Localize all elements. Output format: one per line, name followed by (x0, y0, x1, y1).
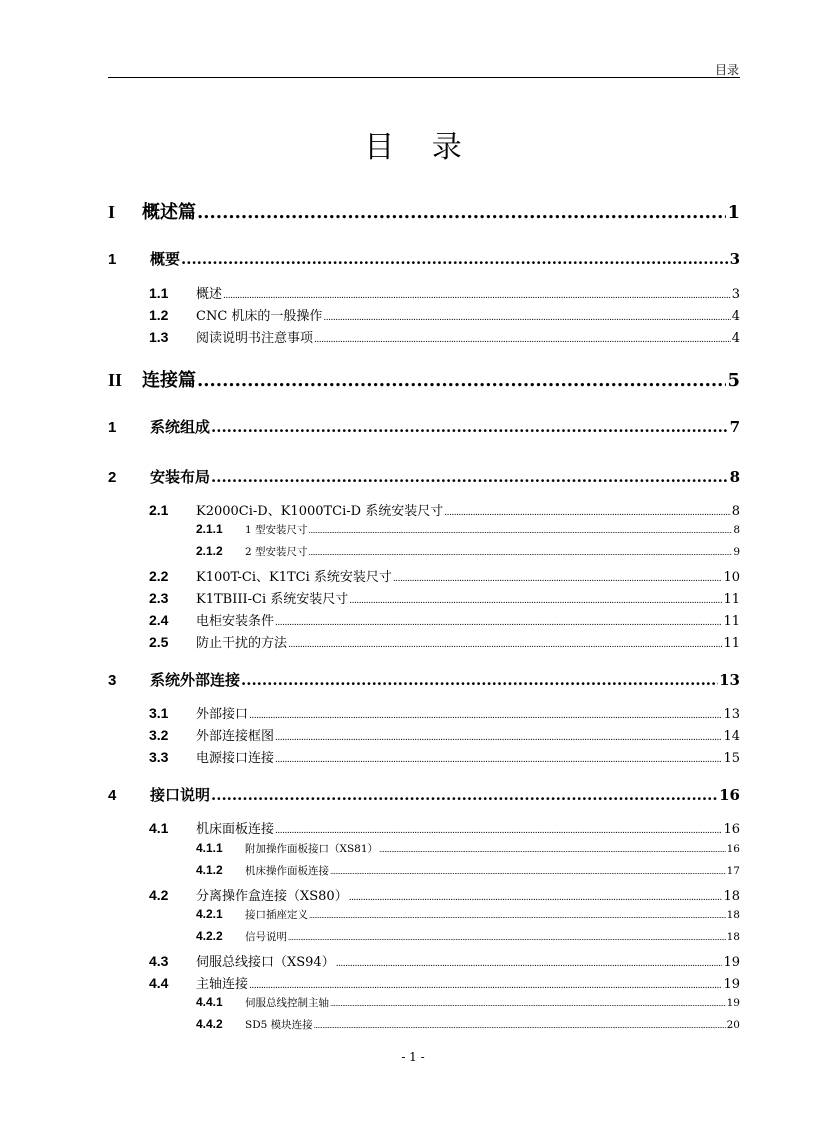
toc-entry-page: 11 (723, 592, 740, 607)
toc-entry-page: 8 (733, 524, 740, 536)
toc-entry-number: 2.3 (149, 590, 169, 606)
toc-entry-number: I (108, 202, 116, 222)
toc-dot-leader (309, 549, 733, 557)
toc-dot-leader (444, 508, 730, 518)
toc-entry-page: 9 (733, 546, 740, 558)
toc-entry-number: 3.3 (149, 749, 169, 765)
toc-entry[interactable] (108, 610, 740, 629)
toc-entry-title: 概述篇 (142, 202, 196, 223)
toc-entry-page: 8 (729, 468, 740, 486)
toc-entry[interactable] (108, 725, 740, 744)
toc-dot-leader (330, 1000, 726, 1008)
toc-entry-title: 连接篇 (142, 370, 196, 391)
toc-dot-leader (181, 250, 729, 268)
toc-dot-leader (393, 574, 723, 584)
toc-dot-leader (288, 640, 722, 650)
toc-dot-leader (349, 893, 723, 903)
toc-entry-number: 3 (108, 672, 117, 689)
toc-entry-number: 4.1.2 (196, 863, 223, 877)
toc-dot-leader (314, 335, 731, 345)
toc-dot-leader (349, 596, 722, 606)
toc-entry[interactable] (108, 416, 740, 437)
toc-dot-leader (211, 786, 718, 804)
toc-dot-leader (275, 733, 722, 743)
toc-entry-page: 16 (719, 786, 740, 804)
toc-dot-leader (314, 1022, 726, 1030)
toc-entry-title: 伺服总线控制主轴 (245, 997, 329, 1009)
toc-entry-page: 13 (723, 707, 740, 722)
toc-entry-title: 概要 (150, 250, 181, 268)
toc-entry-page: 4 (731, 309, 740, 324)
toc-dot-leader (275, 826, 722, 836)
toc-dot-leader (275, 618, 722, 628)
toc-entry-page: 19 (723, 977, 740, 992)
toc-entry-title: 外部连接框图 (196, 729, 275, 744)
toc-entry-title: SD5 模块连接 (245, 1019, 313, 1031)
toc-entry-page: 18 (723, 889, 740, 904)
toc-entry-title: 概述 (196, 287, 223, 302)
toc-entry[interactable] (108, 198, 740, 224)
toc-entry-page: 11 (723, 614, 740, 629)
header-rule (108, 77, 740, 78)
toc-entry[interactable] (108, 784, 740, 805)
toc-dot-leader (249, 981, 722, 991)
toc-entry-number: 4.1 (149, 820, 169, 836)
toc-entry-number: 4.1.1 (196, 841, 223, 855)
toc-entry-page: 1 (727, 202, 740, 223)
toc-entry-title: 机床面板连接 (196, 822, 275, 837)
toc-dot-leader (197, 202, 726, 223)
toc-entry[interactable] (108, 522, 740, 537)
toc-dot-leader (330, 868, 726, 876)
toc-entry-title: 分离操作盒连接（XS80） (196, 889, 348, 904)
toc-entry-title: 伺服总线接口（XS94） (196, 955, 335, 970)
toc-entry[interactable] (108, 466, 740, 487)
toc-entry-number: 3.2 (149, 727, 169, 743)
toc-entry-page: 8 (731, 504, 740, 519)
toc-entry[interactable] (108, 929, 740, 944)
toc-entry[interactable] (108, 747, 740, 766)
toc-entry-number: 1.3 (149, 329, 169, 345)
toc-entry-title: 接口插座定义 (245, 909, 308, 921)
toc-entry-number: 2.1 (149, 502, 169, 518)
toc-entry-title: 1 型安装尺寸 (245, 524, 308, 536)
toc-entry-page: 18 (726, 909, 740, 921)
toc-entry-title: K2000Ci-D、K1000TCi-D 系统安装尺寸 (196, 504, 444, 519)
toc-dot-leader (336, 959, 723, 969)
toc-entry[interactable] (108, 500, 740, 519)
toc-entry-page: 19 (723, 955, 740, 970)
toc-dot-leader (223, 291, 731, 301)
toc-entry[interactable] (108, 248, 740, 269)
toc-dot-leader (211, 418, 729, 436)
toc-entry[interactable] (108, 669, 740, 690)
toc-entry-page: 14 (723, 729, 740, 744)
toc-entry-page: 7 (729, 418, 740, 436)
toc-entry-title: 2 型安装尺寸 (245, 546, 308, 558)
toc-entry-page: 4 (731, 331, 740, 346)
toc-entry-title: 附加操作面板接口（XS81） (245, 843, 379, 855)
toc-dot-leader (211, 468, 729, 486)
toc-entry-number: 2.5 (149, 634, 169, 650)
page-title: 目 录 (364, 130, 476, 165)
toc-entry-title: 防止干扰的方法 (196, 636, 288, 651)
toc-entry[interactable] (108, 995, 740, 1010)
toc-entry[interactable] (108, 588, 740, 607)
toc-entry[interactable] (108, 818, 740, 837)
toc-entry-page: 5 (727, 370, 740, 391)
toc-entry-title: 接口说明 (150, 786, 211, 804)
toc-entry[interactable] (108, 283, 740, 302)
toc-entry-number: 2.1.1 (196, 522, 223, 536)
toc-dot-leader (275, 755, 722, 765)
toc-entry[interactable] (108, 973, 740, 992)
toc-entry-number: 4 (108, 787, 117, 804)
toc-entry-title: 电源接口连接 (196, 751, 275, 766)
toc-entry[interactable] (108, 632, 740, 651)
toc-entry[interactable] (108, 366, 740, 392)
toc-entry-page: 13 (719, 671, 740, 689)
toc-dot-leader (309, 527, 733, 535)
toc-entry-page: 3 (731, 287, 740, 302)
toc-dot-leader (249, 711, 722, 721)
toc-entry[interactable] (108, 907, 740, 922)
toc-entry[interactable] (108, 885, 740, 904)
toc-entry-page: 16 (723, 822, 740, 837)
toc-entry[interactable] (108, 841, 740, 856)
toc-entry-number: 1 (108, 251, 117, 268)
toc-dot-leader (323, 313, 730, 323)
toc-entry-page: 20 (726, 1019, 740, 1031)
page-number: - 1 - (401, 1050, 425, 1064)
toc-dot-leader (288, 934, 726, 942)
toc-entry-number: 4.2.1 (196, 907, 223, 921)
toc-entry-number: 1.2 (149, 307, 169, 323)
toc-entry-number: 3.1 (149, 705, 169, 721)
toc-entry[interactable] (108, 544, 740, 559)
toc-entry-number: 4.3 (149, 953, 169, 969)
toc-entry-title: K1TBIII-Ci 系统安装尺寸 (196, 592, 349, 607)
toc-entry-number: 4.2.2 (196, 929, 223, 943)
toc-entry-title: 外部接口 (196, 707, 249, 722)
toc-entry[interactable] (108, 305, 740, 324)
toc-entry-number: 4.4 (149, 975, 169, 991)
toc-entry-title: 阅读说明书注意事项 (196, 331, 314, 346)
toc-entry-title: 机床操作面板连接 (245, 865, 329, 877)
toc-entry[interactable] (108, 863, 740, 878)
toc-entry-page: 16 (726, 843, 740, 855)
toc-entry-page: 19 (726, 997, 740, 1009)
toc-entry-title: CNC 机床的一般操作 (196, 309, 323, 324)
toc-dot-leader (309, 912, 726, 920)
toc-entry-number: 4.2 (149, 887, 169, 903)
toc-entry-page: 18 (726, 931, 740, 943)
toc-entry[interactable] (108, 703, 740, 722)
toc-entry-page: 10 (723, 570, 740, 585)
toc-dot-leader (197, 370, 726, 391)
toc-entry[interactable] (108, 1017, 740, 1032)
toc-entry[interactable] (108, 951, 740, 970)
toc-entry-page: 11 (723, 636, 740, 651)
toc-entry-number: 2 (108, 469, 117, 486)
toc-entry[interactable] (108, 566, 740, 585)
toc-entry-title: 系统组成 (150, 418, 211, 436)
toc-entry-title: 信号说明 (245, 931, 287, 943)
toc-entry-page: 17 (726, 865, 740, 877)
running-header: 目录 (714, 63, 739, 77)
toc-entry[interactable] (108, 327, 740, 346)
toc-entry-title: 电柜安装条件 (196, 614, 275, 629)
toc-entry-number: 4.4.2 (196, 1017, 223, 1031)
toc-entry-number: 2.2 (149, 568, 169, 584)
toc-entry-page: 3 (729, 250, 740, 268)
toc-entry-number: 2.4 (149, 612, 169, 628)
toc-entry-title: 主轴连接 (196, 977, 249, 992)
toc-entry-number: 4.4.1 (196, 995, 223, 1009)
toc-entry-number: 1.1 (149, 285, 169, 301)
toc-entry-title: 系统外部连接 (150, 671, 241, 689)
toc-entry-number: 2.1.2 (196, 544, 223, 558)
toc-entry-page: 15 (723, 751, 740, 766)
toc-entry-title: 安装布局 (150, 468, 211, 486)
toc-dot-leader (241, 671, 718, 689)
toc-entry-number: 1 (108, 419, 117, 436)
toc-entry-number: II (108, 370, 123, 390)
toc-entry-title: K100T-Ci、K1TCi 系统安装尺寸 (196, 570, 392, 585)
toc-dot-leader (379, 846, 726, 854)
